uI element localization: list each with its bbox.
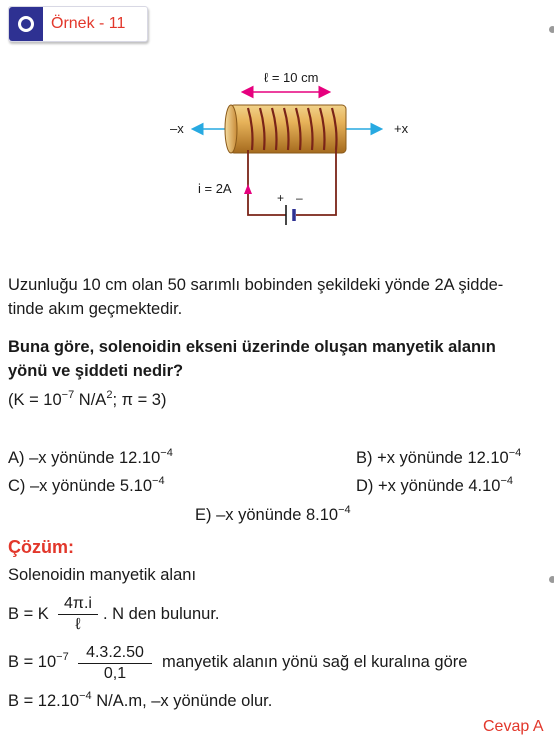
eq1-numerator: 4π.i (58, 595, 98, 615)
eq2-fraction (78, 644, 152, 683)
eq2-left: $B = 10^{-7}$ (8, 651, 69, 671)
current-label: i = 2A (198, 181, 232, 196)
eq3-line: $B = 12.10^{-4}$ N/A.m, –x yönünde olur. (8, 690, 273, 710)
option-c[interactable]: C) –x yönünde $5.10^{-4}$ (8, 475, 165, 495)
wire-right (296, 150, 336, 215)
prompt-line-1: Buna göre, solenoidin ekseni üzerinde oluşan manyetik alanın (8, 338, 496, 356)
question-line-1: Uzunluğu 10 cm olan 50 sarımlı bobinden şekildeki yönde 2A şidde- (8, 276, 504, 294)
eq1-left: B = K (8, 605, 49, 623)
answer-label: Cevap A (483, 718, 544, 735)
edge-dot-top (549, 26, 554, 33)
option-b[interactable]: B) +x yönünde $12.10^{-4}$ (356, 447, 522, 467)
example-label: Örnek - 11 (51, 15, 126, 32)
solenoid-diagram (160, 60, 430, 240)
question-line-2: tinde akım geçmektedir. (8, 300, 183, 318)
option-a[interactable]: A) –x yönünde $12.10^{-4}$ (8, 447, 173, 467)
eq1-right: . N den bulunur. (103, 605, 220, 623)
pos-x-label: +x (394, 121, 409, 136)
constants-line: ($K = 10^{-7}$ $N/A^2$; π = 3) (8, 389, 167, 409)
ring-icon (9, 7, 43, 41)
eq1-fraction (58, 595, 98, 634)
length-label: ℓ = 10 cm (264, 70, 319, 85)
eq2-right: manyetik alanın yönü sağ el kuralına göre (162, 653, 468, 671)
wire-left (248, 150, 286, 215)
option-d[interactable]: D) +x yönünde $4.10^{-4}$ (356, 475, 514, 495)
solution-title: Çözüm: (8, 537, 74, 557)
example-badge (8, 6, 148, 42)
edge-dot-middle (549, 576, 554, 583)
core-end (225, 105, 237, 153)
eq1-denominator: ℓ (75, 616, 81, 633)
eq2-numerator: 4.3.2.50 (78, 644, 152, 664)
solution-line-1: Solenoidin manyetik alanı (8, 566, 197, 584)
prompt-line-2: yönü ve şiddeti nedir? (8, 362, 184, 380)
neg-x-label: –x (170, 121, 184, 136)
battery-minus: – (296, 191, 303, 205)
current-arrow (244, 184, 252, 194)
option-e[interactable]: E) –x yönünde $8.10^{-4}$ (195, 504, 351, 524)
eq2-denominator: 0,1 (103, 665, 127, 682)
battery-plus: + (277, 191, 285, 205)
